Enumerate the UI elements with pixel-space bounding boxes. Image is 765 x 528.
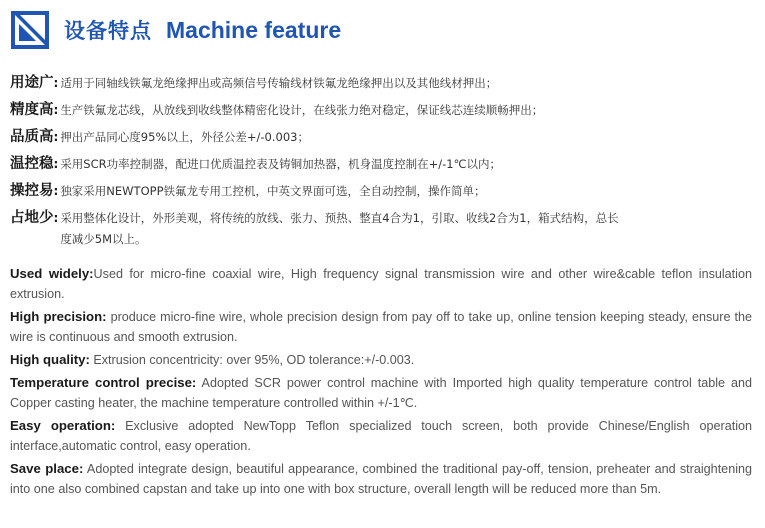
zh-feature-colon: : xyxy=(53,211,59,225)
en-feature-item xyxy=(10,307,752,347)
zh-feature-label: 用途广 xyxy=(10,75,54,91)
zh-feature-text: 押出产品同心度95%以上，外径公差+/-0.003； xyxy=(60,130,309,144)
en-feature-text: Adopted integrate design, beautiful appearance, combined the traditional pay-off, tension, preheater and straightening into one also combined capstan and take up into one with box structure, overall length will be reduced more than 5m. xyxy=(10,462,753,496)
en-feature-item xyxy=(10,264,752,304)
zh-feature-item xyxy=(10,73,760,94)
en-feature-item xyxy=(10,416,752,456)
zh-feature-item xyxy=(10,208,760,250)
zh-feature-text: 独家采用NEWTOPP铁氟龙专用工控机，中英文界面可选，全自动控制，操作简单； xyxy=(60,184,486,198)
zh-feature-text: 生产铁氟龙芯线，从放线到收线整体精密化设计，在线张力绝对稳定，保证线芯连续顺畅押出； xyxy=(60,103,544,117)
zh-feature-label: 精度高 xyxy=(10,102,54,118)
zh-feature-label: 温控稳 xyxy=(10,156,54,172)
title-english: Machine feature xyxy=(166,16,342,43)
title-chinese: 设备特点 xyxy=(64,19,152,43)
zh-feature-label: 品质高 xyxy=(10,129,54,145)
en-feature-text: Adopted SCR power control machine with Imported high quality temperature control table and Copper casting heater, the machine temperature controlled within +/-1℃. xyxy=(10,376,752,410)
zh-feature-colon: : xyxy=(53,76,59,90)
en-feature-text: Exclusive adopted NewTopp Teflon specialized touch screen, both provide Chinese/English operation interface,automatic control, easy operation. xyxy=(10,419,752,453)
en-feature-item xyxy=(10,350,752,370)
en-feature-text: produce micro-fine wire, whole precision design from pay off to take up, online tension keeping steady, ensure the wire is continuous and smooth extrusion. xyxy=(10,310,753,344)
zh-feature-text: 采用SCR功率控制器，配进口优质温控表及铸铜加热器，机身温度控制在+/-1℃以内； xyxy=(60,157,502,171)
zh-feature-colon: : xyxy=(53,130,59,144)
zh-feature-item xyxy=(10,154,760,175)
en-feature-label: Easy operation: xyxy=(10,418,116,433)
en-feature-label: High precision: xyxy=(10,309,107,324)
zh-feature-text: 适用于同轴线铁氟龙绝缘押出或高频信号传输线材铁氟龙绝缘押出以及其他线材押出； xyxy=(60,76,498,90)
en-feature-label: Used widely: xyxy=(10,266,94,281)
en-feature-item xyxy=(10,459,752,499)
zh-feature-item xyxy=(10,127,760,148)
zh-feature-item xyxy=(10,100,760,121)
en-feature-text: Used for micro-fine coaxial wire, High frequency signal transmission wire and other wire&cable teflon insulation extrusion. xyxy=(10,267,752,301)
en-feature-label: Save place: xyxy=(10,461,84,476)
english-feature-list xyxy=(10,264,752,502)
zh-feature-colon: : xyxy=(53,184,59,198)
en-feature-label: High quality: xyxy=(10,352,90,367)
triangle-logo-icon xyxy=(11,11,49,49)
section-header xyxy=(11,9,341,51)
zh-feature-colon: : xyxy=(53,103,59,117)
zh-feature-item xyxy=(10,181,760,202)
en-feature-label: Temperature control precise: xyxy=(10,375,197,390)
zh-feature-text: 采用整体化设计，外形美观，将传统的放线、张力、预热、整直4合为1，引取、收线2合为1，箱式结构，总长度减少5M以上。 xyxy=(60,211,619,246)
en-feature-item xyxy=(10,373,752,413)
zh-feature-label: 操控易 xyxy=(10,183,54,199)
chinese-feature-list xyxy=(10,73,760,256)
zh-feature-colon: : xyxy=(53,157,59,171)
en-feature-text: Extrusion concentricity: over 95%, OD tolerance:+/-0.003. xyxy=(89,353,415,367)
zh-feature-label: 占地少 xyxy=(10,210,54,226)
